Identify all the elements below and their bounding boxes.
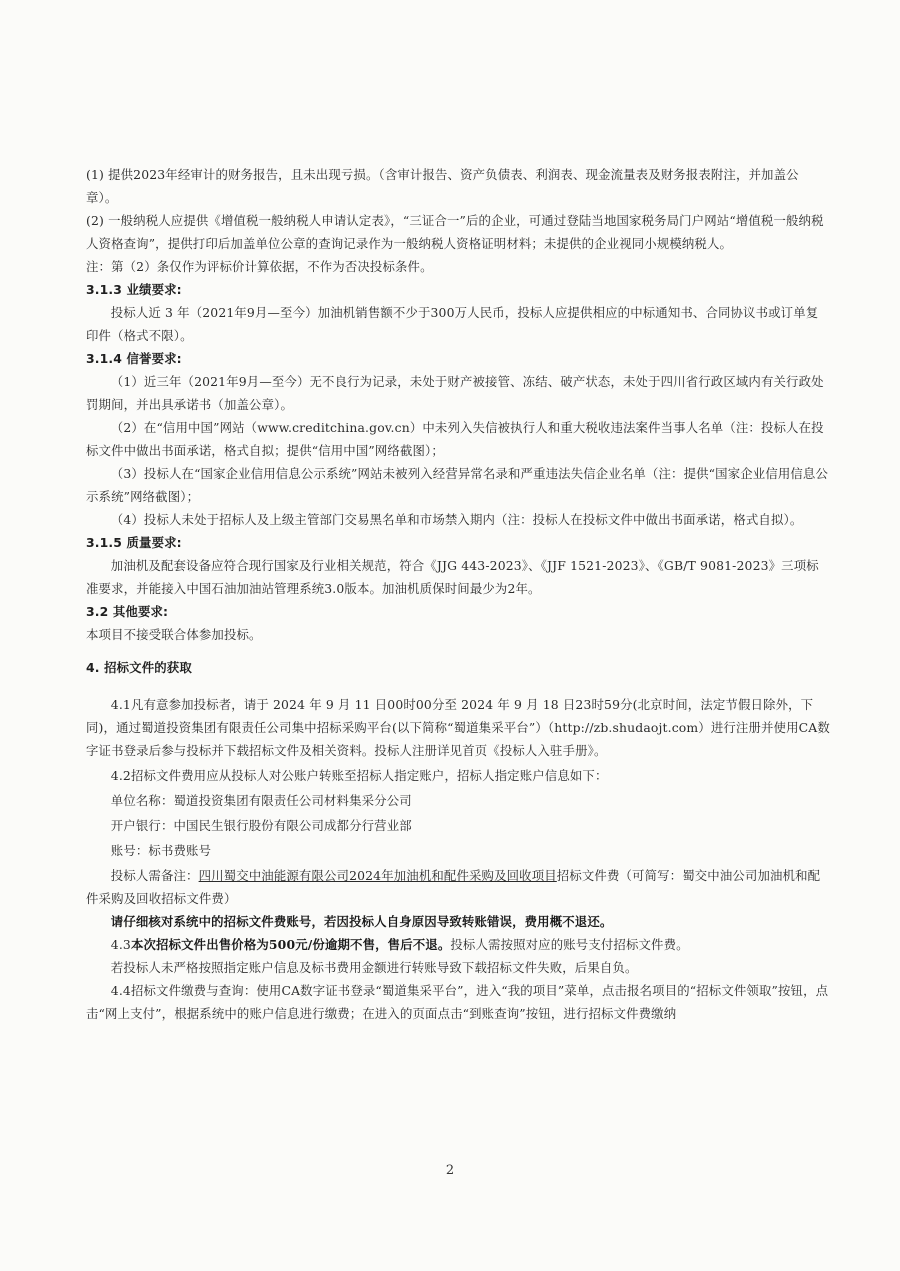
fee-transfer-paragraph: 4.2招标文件费用应从投标人对公账户转账至招标人指定账户，招标人指定账户信息如下： (110, 768, 608, 783)
price-clause-number: 4.3 (110, 937, 131, 952)
payment-query-paragraph: 4.4招标文件缴费与查询：使用CA数字证书登录“蜀道集采平台”，进入“我的项目”菜单，点击报名项目的“招标文件领取”按钮，点击“网上支付”，根据系统中的账户信息进行缴费；在进入的页面点击“到账查询”按钮，进行招标文件费缴纳 (86, 983, 829, 1021)
account-name-line: 单位名称：蜀道投资集团有限责任公司材料集采分公司 (110, 793, 412, 808)
failure-paragraph: 若投标人未严格按照指定账户信息及标书费用金额进行转账导致下载招标文件失败，后果自负。 (110, 960, 638, 975)
other-requirements-heading: 3.2 其他要求: (86, 604, 169, 619)
credit-heading: 3.1.4 信誉要求: (86, 351, 182, 366)
fee-warning-paragraph: 请仔细核对系统中的招标文件费账号，若因投标人自身原因导致转账错误，费用概不退还。 (110, 914, 613, 929)
credit-item-4: （4）投标人未处于招标人及上级主管部门交易黑名单和市场禁入期内（注：投标人在投标文件中做出书面承诺，格式自拟）。 (110, 512, 803, 527)
consortium-paragraph: 本项目不接受联合体参加投标。 (86, 627, 262, 642)
remark-paragraph (86, 864, 830, 910)
performance-paragraph: 投标人近 3 年（2021年9月—至今）加油机销售额不少于300万人民币，投标人应提供相应的中标通知书、合同协议书或订单复印件（格式不限）。 (86, 305, 819, 343)
financial-report-paragraph: (1) 提供2023年经审计的财务报告，且未出现亏损。（含审计报告、资产负债表、利润表、现金流量表及财务报表附注，并加盖公章）。 (86, 167, 799, 205)
tender-acquisition-heading: 4. 招标文件的获取 (86, 660, 192, 675)
credit-item-1: （1）近三年（2021年9月—至今）无不良行为记录，未处于财产被接管、冻结、破产状态，未处于四川省行政区域内有关行政处罚期间，并出具承诺书（加盖公章）。 (86, 374, 824, 412)
taxpayer-paragraph: (2) 一般纳税人应提供《增值税一般纳税人申请认定表》，“三证合一”后的企业，可通过登陆当地国家税务局门户网站“增值税一般纳税人资格查询”，提供打印后加盖单位公章的查询记录作为一般纳税人资格证明材料；未提供的企业视同小规模纳税人。 (86, 213, 824, 251)
project-name-underlined: 四川蜀交中油能源有限公司2024年加油机和配件采购及回收项目 (198, 868, 557, 883)
quality-paragraph: 加油机及配套设备应符合现行国家及行业相关规范，符合《JJG 443-2023》、《JJF 1521-2023》、《GB/T 9081-2023》三项标准要求，并能接入中国石油加油站管理系统3.0版本。加油机质保时间最少为2年。 (86, 558, 819, 596)
quality-heading: 3.1.5 质量要求: (86, 535, 182, 550)
credit-item-3: （3）投标人在“国家企业信用信息公示系统”网站未被列入经营异常名录和严重违法失信企业名单（注：提供“国家企业信用信息公示系统”网络截图）； (86, 466, 829, 504)
account-number-line: 账号：标书费账号 (110, 843, 212, 858)
remark-text: 招标文件费（可简写：蜀交中油公司加油机和配件采购及回收招标文件费） (86, 868, 821, 906)
price-paragraph (86, 933, 830, 956)
remark-label: 投标人需备注： (110, 868, 199, 883)
performance-heading: 3.1.3 业绩要求: (86, 282, 182, 297)
bank-line: 开户银行：中国民生银行股份有限公司成都分行营业部 (110, 818, 412, 833)
document-body (86, 163, 830, 1025)
price-bold-text: 本次招标文件出售价格为500元/份逾期不售，售后不退。 (130, 937, 451, 952)
price-normal-text: 投标人需按照对应的账号支付招标文件费。 (450, 937, 689, 952)
note-paragraph: 注：第（2）条仅作为评标价计算依据，不作为否决投标条件。 (86, 259, 433, 274)
page-number: 2 (445, 1163, 455, 1178)
credit-item-2: （2）在“信用中国”网站（www.creditchina.gov.cn）中未列入失信被执行人和重大税收违法案件当事人名单（注：投标人在投标文件中做出书面承诺，格式自拟；提供“信用中国”网络截图）； (86, 420, 824, 458)
tender-period-paragraph: 4.1凡有意参加投标者，请于 2024 年 9 月 11 日00时00分至 2024 年 9 月 18 日23时59分(北京时间，法定节假日除外，下同)，通过蜀道投资集团有限责任公司集中招标采购平台(以下简称“蜀道集采平台”）（http://zb.shudaojt.com）进行注册并使用CA数字证书登录后参与投标并下载招标文件及相关资料。投标人注册详见首页《投标人入驻手册》。 (86, 697, 830, 758)
